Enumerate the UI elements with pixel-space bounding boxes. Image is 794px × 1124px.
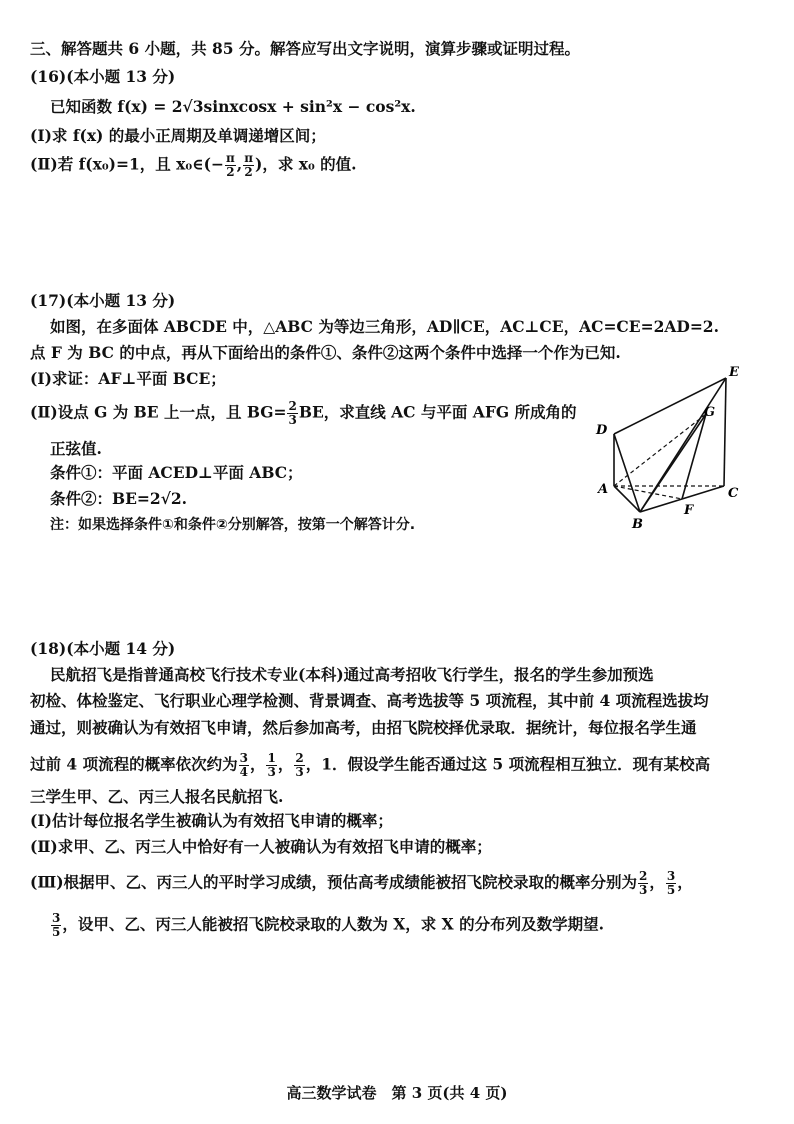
q18-line1: 民航招飞是指普通高校飞行技术专业(本科)通过高考招收飞行学生，报名的学生参加预选 [50, 665, 654, 684]
q18-admit-prob-2-num: 3 [666, 869, 676, 883]
q17-title: (17)(本小题 13 分) [30, 291, 176, 310]
q16-part2 [30, 152, 357, 179]
polyhedron-figure [590, 362, 750, 532]
q18-prob-1-num: 3 [239, 751, 248, 765]
q18-prob-1 [239, 752, 249, 779]
q17-condition-2: 条件②：BE=2√2. [50, 489, 188, 508]
q18-prob-2-den: 3 [267, 765, 276, 779]
q18-prob-1-den: 4 [239, 765, 248, 779]
q17-part2-continued: 正弦值. [50, 439, 102, 458]
q17-note: 注：如果选择条件①和条件②分别解答，按第一个解答计分. [50, 517, 416, 533]
q18-title: (18)(本小题 14 分) [30, 639, 176, 658]
label-E: E [729, 365, 739, 380]
q18-admit-prob-2 [666, 870, 676, 897]
q18-part3-text-a: (Ⅲ)根据甲、乙、丙三人的平时学习成绩，预估高考成绩能被招飞院校录取的概率分别为 [30, 872, 638, 892]
q16-frac1-den: 2 [226, 165, 235, 179]
q18-part1: (Ⅰ)估计每位报名学生被确认为有效招飞申请的概率； [30, 811, 393, 830]
q17-frac-den: 3 [288, 413, 297, 427]
q18-line3: 通过，则被确认为有效招飞申请，然后参加高考，由招飞院校择优录取．据统计，每位报名学生通 [30, 718, 697, 737]
q16-fraction-1 [225, 152, 236, 179]
q18-admit-prob-3-den: 5 [52, 925, 61, 939]
q17-part1: (Ⅰ)求证：AF⊥平面 BCE； [30, 369, 226, 388]
q16-part2-text-a: (Ⅱ)若 f(x₀)=1，且 x₀∈(− [30, 154, 224, 174]
q16-fraction-2 [243, 152, 254, 179]
q17-fraction [287, 400, 297, 427]
q18-admit-prob-3-num: 3 [52, 911, 61, 925]
q18-admit-prob-2-den: 5 [666, 883, 676, 897]
q18-admit-prob-1 [638, 870, 648, 897]
q16-frac2-num: π [244, 151, 253, 165]
label-C: C [728, 486, 739, 501]
q18-admit-prob-1-den: 3 [639, 883, 648, 897]
q17-part2 [30, 400, 576, 427]
q18-part2: (Ⅱ)求甲、乙、丙三人中恰好有一人被确认为有效招飞申请的概率； [30, 837, 492, 856]
q16-frac1-num: π [226, 151, 235, 165]
q17-frac-num: 2 [288, 399, 297, 413]
label-A: A [598, 482, 609, 497]
label-B: B [632, 517, 643, 532]
q18-line4-text-a: 过前 4 项流程的概率依次约为 [30, 754, 238, 774]
q18-line2: 初检、体检鉴定、飞行职业心理学检测、背景调查、高考选拔等 5 项流程，其中前 4 项流程选拔均 [30, 691, 709, 710]
q16-frac2-den: 2 [244, 165, 253, 179]
q18-prob-3-num: 2 [295, 751, 304, 765]
q18-prob-3-den: 3 [295, 765, 304, 779]
label-G: G [704, 405, 716, 420]
q18-part3: (Ⅲ)根据甲、乙、丙三人的平时学习成绩，预估高考成绩能被招飞院校录取的概率分别为 $\frac{2}{3}$ ， $\frac{3}{5}$ ， [30, 869, 693, 897]
q16-part2-text-b: , [236, 154, 243, 174]
q18-part3-continued [50, 912, 604, 939]
edge-EC [724, 378, 726, 486]
edge-DB [614, 434, 640, 512]
section-header: 三、解答题共 6 小题，共 85 分。解答应写出文字说明，演算步骤或证明过程。 [30, 39, 580, 58]
q18-line5: 三学生甲、乙、丙三人报名民航招飞. [30, 787, 284, 806]
q18-prob-2-num: 1 [267, 751, 276, 765]
q18-line4: 过前 4 项流程的概率依次约为 $\frac{3}{4}$ ， $\frac{1}{3}$ ， $\frac{2}{3}$ ，1．假设学生能否通过这 5 项流程相互独立．现有某校高 [30, 751, 711, 779]
edge-BG [640, 414, 706, 512]
q18-admit-prob-3 [51, 912, 61, 939]
q18-prob-3 [294, 752, 304, 779]
q16-part2-text-c: )，求 x₀ 的值. [255, 154, 357, 174]
page-footer: 高三数学试卷 第 3 页(共 4 页) [286, 1084, 508, 1102]
q17-part2-text-b: BE，求直线 AC 与平面 AFG 所成角的 [298, 402, 577, 422]
q16-intro: 已知函数 f(x) = 2√3sinxcosx + sin²x − cos²x. [50, 97, 416, 116]
q16-title: (16)(本小题 13 分) [30, 67, 176, 86]
label-D: D [596, 423, 608, 438]
label-F: F [684, 503, 694, 518]
q16-part1: (Ⅰ)求 f(x) 的最小正周期及单调递增区间； [30, 126, 326, 145]
q18-part3-text-b: ，设甲、乙、丙三人能被招飞院校录取的人数为 X，求 X 的分布列及数学期望. [62, 914, 604, 934]
q17-part2-text-a: (Ⅱ)设点 G 为 BE 上一点，且 BG= [30, 402, 287, 422]
q18-line4-text-b: ，1．假设学生能否通过这 5 项流程相互独立．现有某校高 [305, 754, 711, 774]
q18-admit-prob-1-num: 2 [639, 869, 648, 883]
q17-line1: 如图，在多面体 ABCDE 中，△ABC 为等边三角形，AD∥CE，AC⊥CE，AC=CE=2AD=2. [50, 317, 719, 336]
edge-AG-hidden [614, 414, 706, 486]
q17-line2: 点 F 为 BC 的中点，再从下面给出的条件①、条件②这两个条件中选择一个作为已知. [30, 343, 621, 362]
q18-prob-2 [266, 752, 276, 779]
q17-condition-1: 条件①：平面 ACED⊥平面 ABC； [50, 463, 303, 482]
